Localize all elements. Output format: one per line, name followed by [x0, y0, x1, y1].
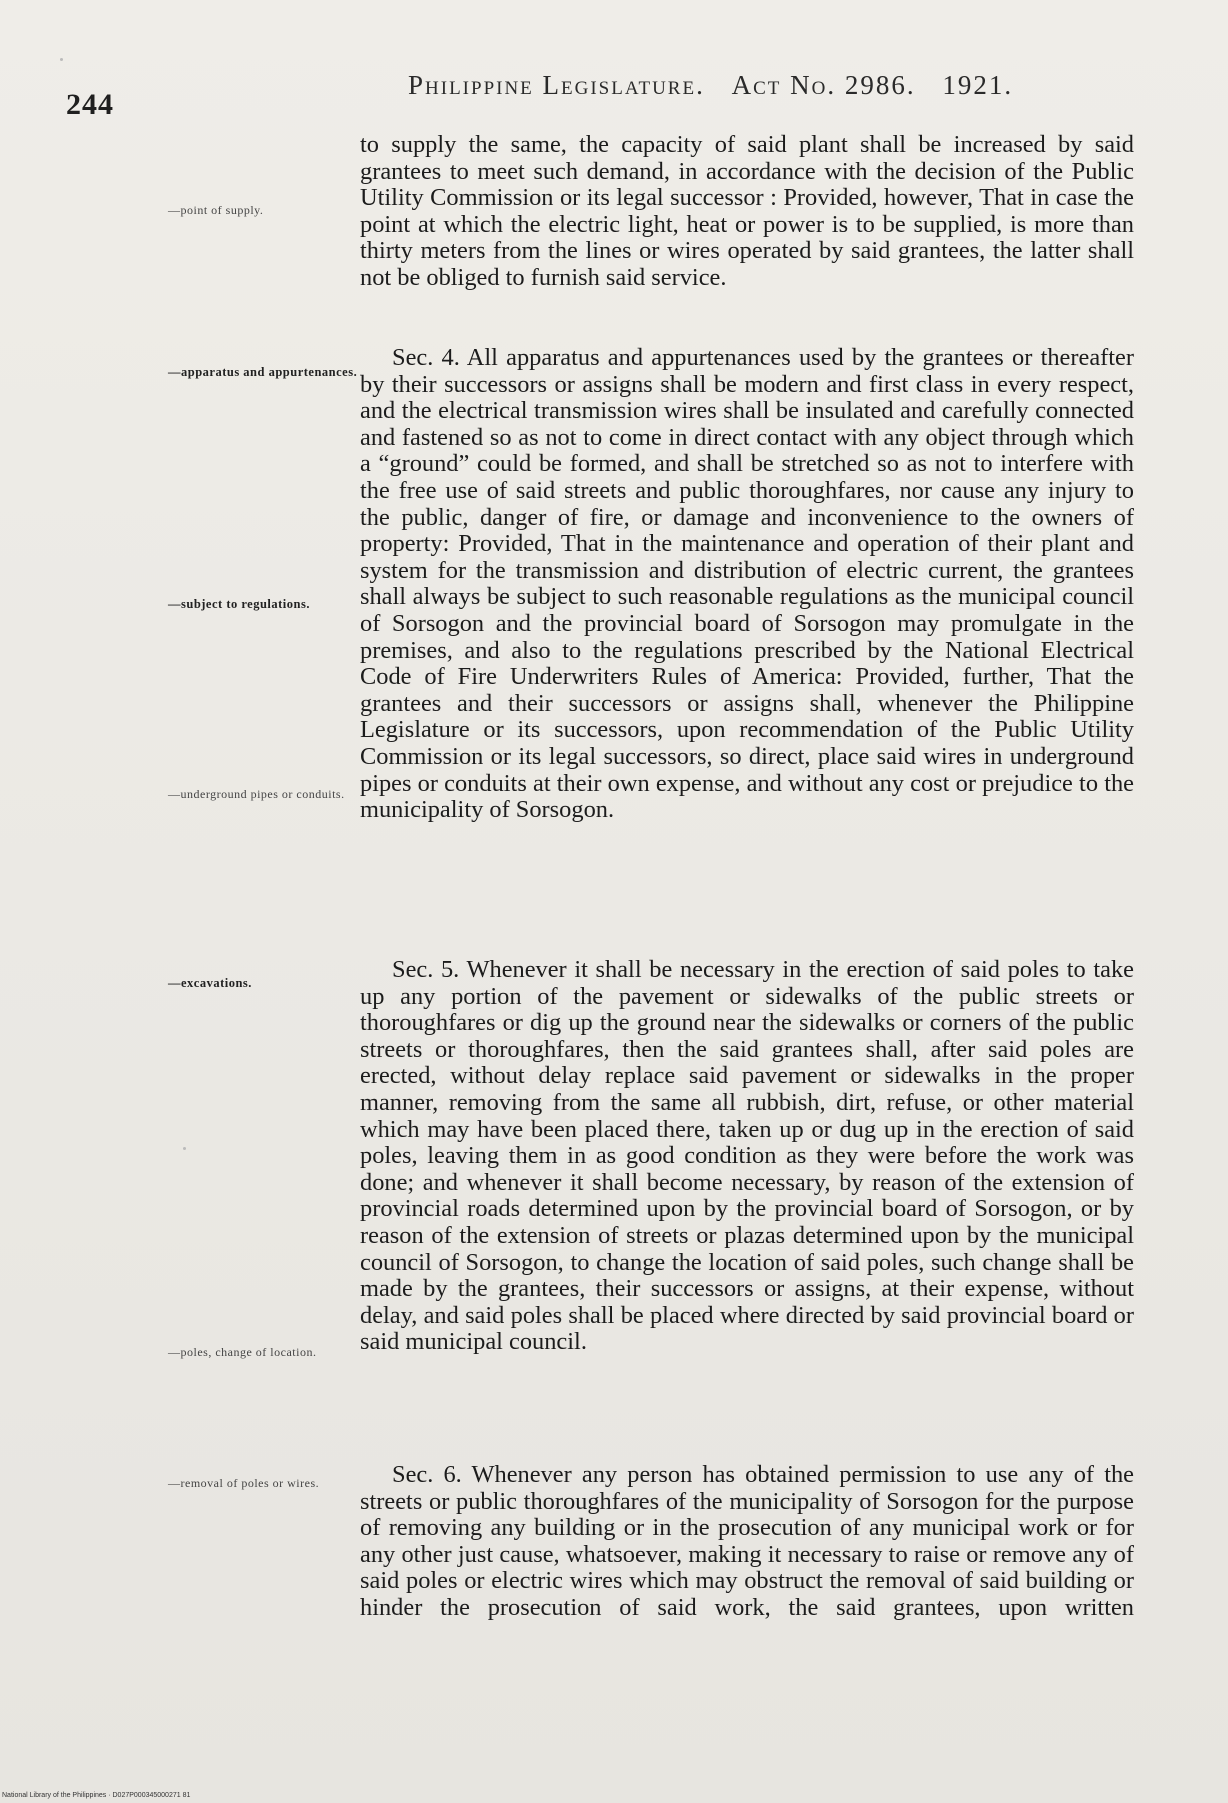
scan-footer: National Library of the Philippines · D027P000345000271 81 [2, 1792, 191, 1799]
paragraph-sec-5-text: Sec. 5. Whenever it shall be necessary in the erection of said poles to take up any portion of the pavement or sidewalks of the public streets or thoroughfares or dig up the ground near the sidewalks or corners of the public streets or thoroughfares, then the said grantees shall, after said poles are erected, without delay replace said pavement or sidewalks in the proper manner, removing from the same all rubbish, dirt, refuse, or other material which may have been placed there, taken up or dug up in the erection of said poles, leaving them in as good condition as they were before the work was done; and whenever it shall become necessary, by reason of the extension of provincial roads determined upon by the provincial board of Sorsogon, or by reason of the extension of streets or plazas determined upon by the municipal council of Sorsogon, to change the location of said poles, such change shall be made by the grantees, their successors or assigns, at their expense, without delay, and said poles shall be placed where directed by said provincial board or said municipal council. [360, 956, 1134, 1356]
paragraph-sec-4-text: Sec. 4. All apparatus and appurtenances used by the grantees or thereafter by their successors or assigns shall be modern and first class in every respect, and the electrical transmission wires shall be insulated and carefully connected and fastened so as not to come in direct contact with any object through which a “ground” could be formed, and shall be stretched so as not to interfere with the free use of said streets and public thoroughfares, nor cause any injury to the public, danger of fire, or damage and inconvenience to the owners of property: Provided, That in the maintenance and operation of their plant and system for the transmission and distribution of electric current, the grantees shall always be subject to such reasonable regulations as the municipal council of Sorsogon and the provincial board of Sorsogon may promulgate in the premises, and also to the regulations prescribed by the National Electrical Code of Fire Underwriters Rules of America: Provided, further, That the grantees and their successors or assigns shall, whenever the Philippine Legislature or its successors, upon recommendation of the Public Utility Commission or its legal successors, so direct, place said wires in underground pipes or conduits at their own expense, and without any cost or prejudice to the municipality of Sorsogon. [360, 344, 1134, 824]
scan-speck [183, 1147, 186, 1150]
margin-note-poles-location: —poles, change of location. [168, 1345, 317, 1359]
margin-note-point-of-supply: —point of supply. [168, 203, 264, 217]
paragraph-supply-text: to supply the same, the capacity of said plant shall be increased by said grantees to meet such demand, in accordance with the decision of the Public Utility Commission or its legal successor : Provided, however, That in case the point at which the electric light, heat or power is to be supplied, is more than thirty meters from the lines or wires operated by said grantees, the latter shall not be obliged to furnish said service. [360, 131, 1134, 291]
margin-note-regulations: —subject to regulations. [168, 597, 310, 611]
scan-speck [60, 58, 63, 61]
page-number: 244 [66, 88, 114, 121]
running-head-publication: Philippine Legislature. [408, 70, 705, 100]
margin-note-underground: —underground pipes or conduits. [168, 787, 345, 801]
running-head-year: 1921. [942, 70, 1014, 100]
running-head [408, 70, 1031, 101]
running-head-act: Act No. 2986. [731, 70, 916, 100]
margin-note-excavations: —excavations. [168, 976, 252, 990]
paragraph-sec-6 [360, 1462, 1134, 1622]
paragraph-sec-6-text: Sec. 6. Whenever any person has obtained permission to use any of the streets or public thoroughfares of the municipality of Sorsogon for the purpose of removing any building or in the prosecution of any municipal work or for any other just cause, whatsoever, making it necessary to raise or remove any of said poles or electric wires which may obstruct the removal of said building or hinder the prosecution of said work, the said grantees, upon written [360, 1461, 1134, 1621]
margin-note-removal: —removal of poles or wires. [168, 1476, 320, 1490]
margin-note-apparatus: —apparatus and appurtenances. [168, 365, 358, 379]
paragraph-supply [360, 132, 1134, 345]
paragraph-sec-4 [360, 345, 1134, 957]
paragraph-sec-5 [360, 957, 1134, 1462]
body-text [360, 132, 1134, 1622]
